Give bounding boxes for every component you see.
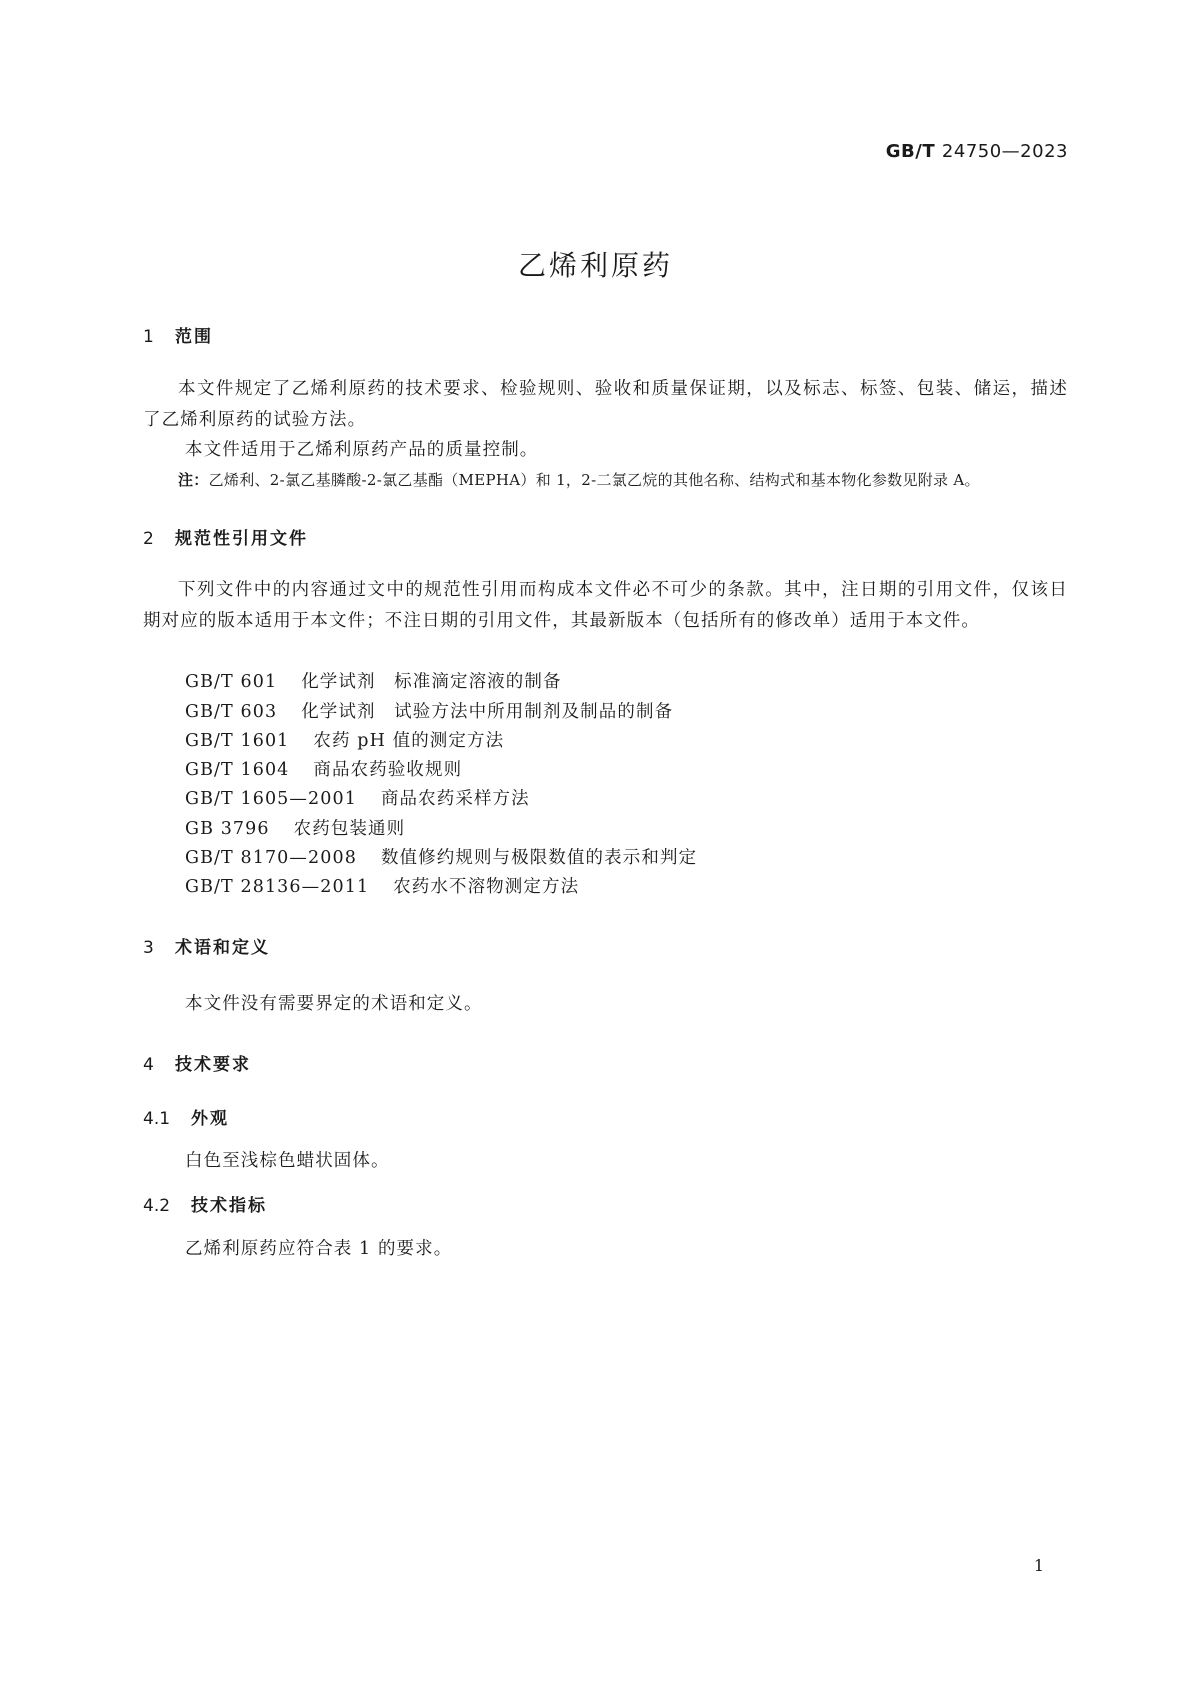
page-number: 1 <box>1033 1556 1044 1575</box>
reference-title: 化学试剂 标准滴定溶液的制备 <box>301 672 562 692</box>
section-number: 4.2 <box>143 1196 171 1216</box>
standard-prefix: GB/T <box>885 141 936 162</box>
reference-code: GB/T 603 <box>185 702 278 722</box>
document-title: 乙烯利原药 <box>517 249 673 282</box>
appearance-paragraph: 白色至浅棕色蜡状固体。 <box>185 1151 390 1171</box>
reference-title: 农药水不溶物测定方法 <box>393 877 580 897</box>
section-title: 规范性引用文件 <box>175 529 308 549</box>
reference-code: GB/T 601 <box>185 672 278 692</box>
reference-title: 化学试剂 试验方法中所用制剂及制品的制备 <box>301 702 674 722</box>
reference-item <box>185 785 530 810</box>
scope-note <box>178 469 980 490</box>
terms-paragraph: 本文件没有需要界定的术语和定义。 <box>185 994 483 1014</box>
reference-code: GB/T 1604 <box>185 760 290 780</box>
reference-code: GB 3796 <box>185 819 270 839</box>
scope-paragraph-1: 本文件规定了乙烯利原药的技术要求、检验规则、验收和质量保证期，以及标志、标签、包装、储运，描述了乙烯利原药的试验方法。 <box>143 379 1068 430</box>
section-title: 范围 <box>175 327 213 347</box>
reference-title: 农药包装通则 <box>293 819 406 839</box>
note-text: 乙烯利、2-氯乙基膦酸-2-氯乙基酯（MEPHA）和 1，2-二氯乙烷的其他名称、结构式和基本物化参数见附录 A。 <box>208 471 980 489</box>
standard-number <box>886 141 1068 162</box>
section-title: 外观 <box>191 1109 229 1129</box>
section-1-heading <box>143 322 213 347</box>
section-number: 2 <box>143 529 154 549</box>
section-4-2-heading <box>143 1191 267 1216</box>
section-3-heading <box>143 933 270 958</box>
reference-code: GB/T 8170—2008 <box>185 848 357 868</box>
reference-item <box>185 844 697 869</box>
reference-code: GB/T 1605—2001 <box>185 789 357 809</box>
section-title: 技术要求 <box>175 1055 251 1075</box>
reference-item <box>185 756 462 781</box>
reference-title: 数值修约规则与极限数值的表示和判定 <box>380 848 698 868</box>
reference-title: 农药 pH 值的测定方法 <box>313 731 505 751</box>
section-2-heading <box>143 524 308 549</box>
reference-item <box>185 727 504 752</box>
section-number: 4.1 <box>143 1109 171 1129</box>
standard-code: 24750—2023 <box>941 141 1068 162</box>
reference-item <box>185 873 579 898</box>
section-number: 1 <box>143 327 154 347</box>
section-title: 术语和定义 <box>175 938 270 958</box>
reference-code: GB/T 1601 <box>185 731 290 751</box>
reference-item <box>185 815 405 840</box>
reference-title: 商品农药验收规则 <box>313 760 463 780</box>
specification-paragraph: 乙烯利原药应符合表 1 的要求。 <box>185 1239 453 1259</box>
reference-item <box>185 698 673 723</box>
normative-references-paragraph: 下列文件中的内容通过文中的规范性引用而构成本文件必不可少的条款。其中，注日期的引用文件，仅该日期对应的版本适用于本文件；不注日期的引用文件，其最新版本（包括所有的修改单）适用于本文件。 <box>143 580 1068 631</box>
section-number: 4 <box>143 1055 154 1075</box>
reference-code: GB/T 28136—2011 <box>185 877 370 897</box>
section-number: 3 <box>143 938 154 958</box>
reference-item <box>185 668 562 693</box>
section-4-heading <box>143 1050 251 1075</box>
scope-paragraph-2: 本文件适用于乙烯利原药产品的质量控制。 <box>185 440 539 460</box>
section-4-1-heading <box>143 1104 229 1129</box>
reference-title: 商品农药采样方法 <box>380 789 530 809</box>
note-label: 注： <box>178 471 209 489</box>
section-title: 技术指标 <box>191 1196 267 1216</box>
